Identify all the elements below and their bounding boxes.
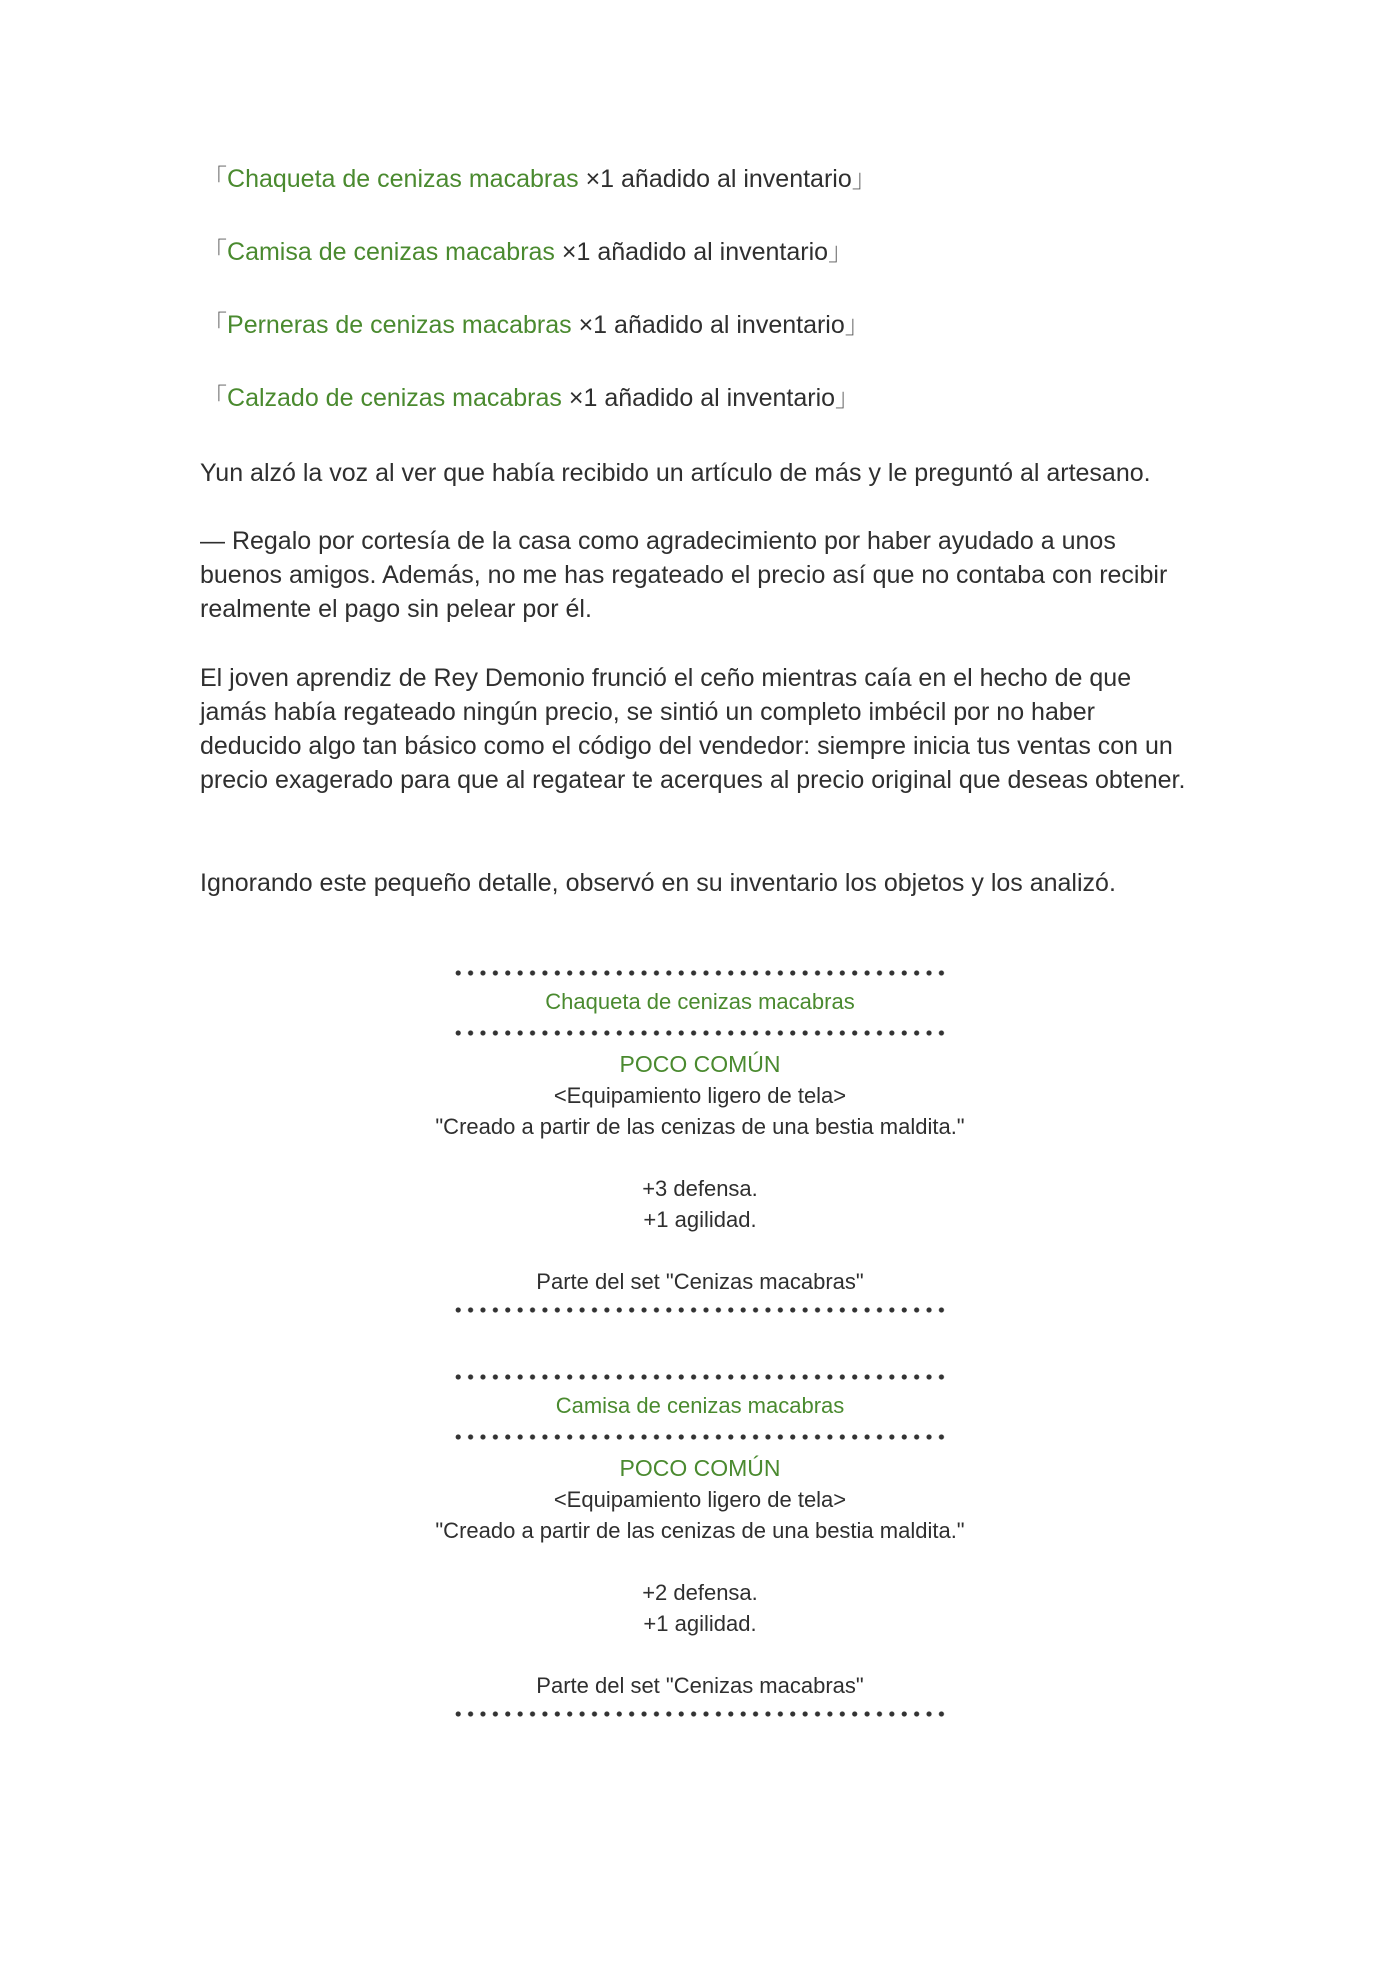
item-stat: +1 agilidad. <box>643 1611 757 1636</box>
paragraph: El joven aprendiz de Rey Demonio frunció el ceño mientras caía en el hecho de que jamás había regateado ningún precio, se sintió un completo imbécil por no haber deducido algo tan básico como el código del vendedor: siempre inicia tus ventas con un precio exagerado para que al regatear te acerques al precio original que deseas obtener. <box>200 664 1186 794</box>
dotted-divider <box>452 968 948 978</box>
dotted-divider <box>452 1709 948 1719</box>
open-bracket: 「 <box>202 238 228 266</box>
item-description: "Creado a partir de las cenizas de una bestia maldita." <box>435 1114 965 1139</box>
item-set: Parte del set "Cenizas macabras" <box>536 1673 864 1698</box>
item-stat: +1 agilidad. <box>643 1207 757 1232</box>
notice-item-name: Camisa de cenizas macabras <box>227 238 555 266</box>
open-bracket: 「 <box>202 384 228 412</box>
paragraph: Yun alzó la voz al ver que había recibido un artículo de más y le preguntó al artesano. <box>200 459 1151 487</box>
dotted-divider <box>452 1432 948 1442</box>
notice-item-name: Chaqueta de cenizas macabras <box>227 165 579 193</box>
item-rarity: POCO COMÚN <box>619 1455 781 1481</box>
close-bracket: 」 <box>835 384 861 412</box>
notice-item-name: Perneras de cenizas macabras <box>227 311 572 339</box>
open-bracket: 「 <box>202 311 228 339</box>
paragraph: — Regalo por cortesía de la casa como agradecimiento por haber ayudado a unos buenos amigos. Además, no me has regateado el precio así que no contaba con recibir realmente el pago sin pelear por él. <box>200 527 1168 623</box>
item-description: "Creado a partir de las cenizas de una bestia maldita." <box>435 1518 965 1543</box>
item-type: <Equipamiento ligero de tela> <box>553 1083 847 1108</box>
close-bracket: 」 <box>851 165 877 193</box>
item-stat: +2 defensa. <box>642 1580 758 1605</box>
inventory-notice <box>202 237 853 267</box>
item-card <box>400 1372 1000 1719</box>
inventory-notice <box>202 310 870 340</box>
dotted-divider <box>452 1372 948 1382</box>
notice-text: ×1 añadido al inventario <box>571 311 845 339</box>
notice-text: ×1 añadido al inventario <box>578 165 852 193</box>
close-bracket: 」 <box>844 311 870 339</box>
dotted-divider <box>452 1305 948 1315</box>
close-bracket: 」 <box>828 238 854 266</box>
notice-text: ×1 añadido al inventario <box>561 384 836 412</box>
paragraph: Ignorando este pequeño detalle, observó en su inventario los objetos y los analizó. <box>200 869 1116 897</box>
dotted-divider <box>452 1028 948 1038</box>
item-type: <Equipamiento ligero de tela> <box>553 1487 847 1512</box>
item-stat: +3 defensa. <box>642 1176 758 1201</box>
open-bracket: 「 <box>202 165 228 193</box>
item-set: Parte del set "Cenizas macabras" <box>536 1269 864 1294</box>
item-title: Chaqueta de cenizas macabras <box>545 989 855 1014</box>
inventory-notice <box>202 383 860 413</box>
item-rarity: POCO COMÚN <box>619 1051 781 1077</box>
notice-item-name: Calzado de cenizas macabras <box>227 384 562 412</box>
item-title: Camisa de cenizas macabras <box>555 1393 845 1418</box>
inventory-notice <box>202 164 877 194</box>
item-card <box>400 968 1000 1315</box>
notice-text: ×1 añadido al inventario <box>554 238 829 266</box>
